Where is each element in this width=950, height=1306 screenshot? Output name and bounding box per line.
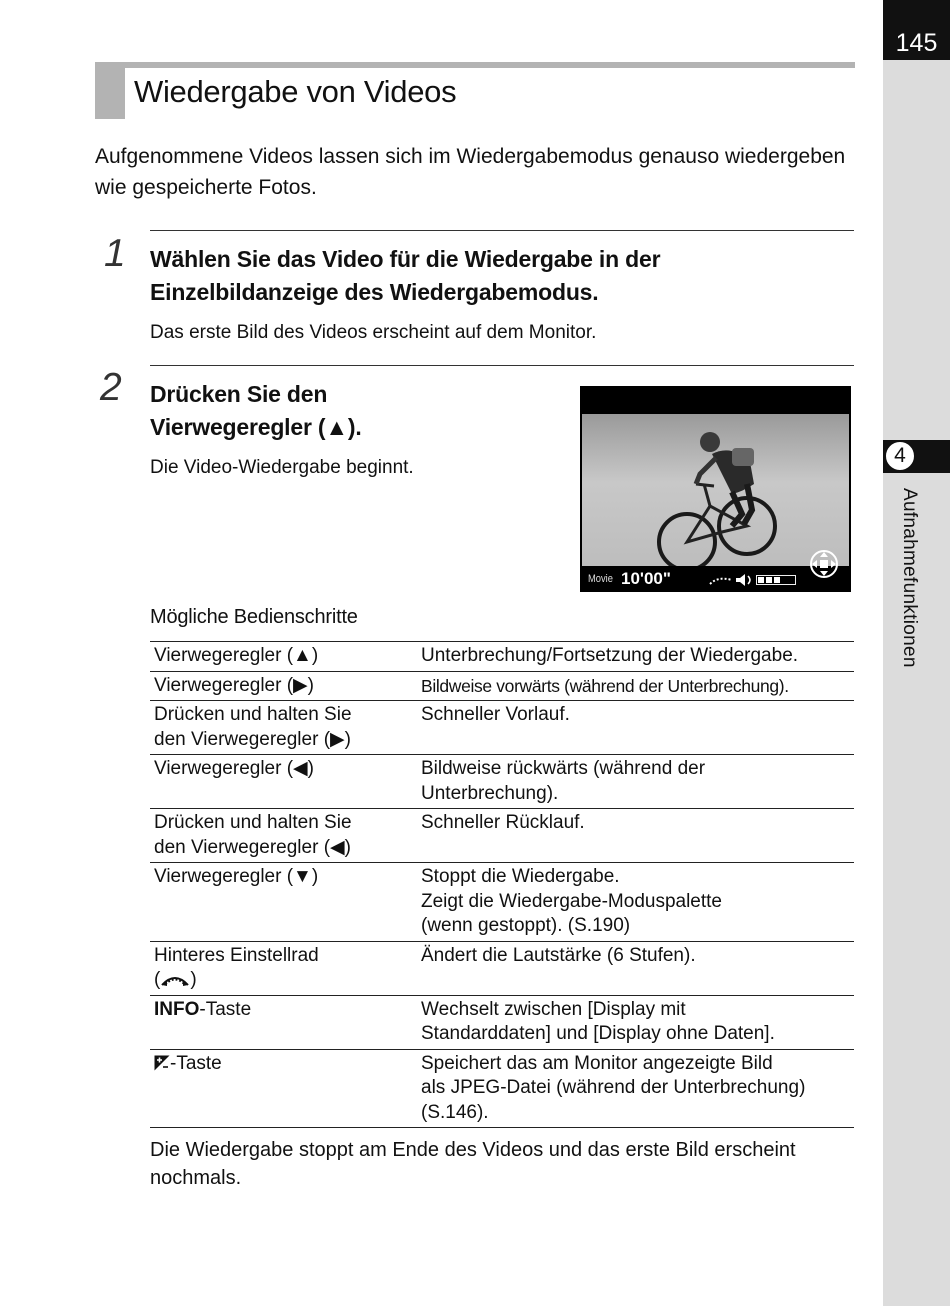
step-description: Die Video-Wiedergabe beginnt. [150,457,414,478]
control-cell [150,809,416,862]
action-cell [416,642,854,671]
step-divider [150,230,854,231]
action-cell [416,672,854,701]
action-text: Schneller Vorlauf. [421,704,570,725]
control-text: Vierwegeregler (▶) [154,674,314,696]
video-frame [582,414,849,566]
rear-dial-icon [160,973,190,987]
four-way-controller-icon [806,546,842,582]
table-row [150,1050,854,1129]
table-row [150,942,854,996]
volume-segment [758,577,764,583]
action-cell [416,996,854,1049]
action-cell [416,863,854,941]
action-text: Zeigt die Wiedergabe-Moduspalette [421,890,723,912]
chapter-number: 4 [885,441,915,471]
control-text: den Vierwegeregler (◀) [154,836,351,858]
step-title [150,378,362,444]
page-number: 145 [883,0,950,60]
action-text: Ändert die Lautstärke (6 Stufen). [421,944,696,966]
table-row [150,863,854,942]
control-cell [150,942,416,995]
step-title-line: Wählen Sie das Video für die Wiedergabe in der [150,246,661,272]
heading-marker [95,62,125,119]
page-title: Wiedergabe von Videos [134,74,457,109]
table-row [150,809,854,863]
control-text: -Taste [154,1052,412,1077]
action-cell [416,809,854,862]
operations-heading: Mögliche Bedienschritte [150,606,358,628]
exposure-compensation-icon [154,1055,170,1071]
step-title [150,243,660,309]
action-text: Standarddaten] und [Display ohne Daten]. [421,1023,775,1044]
control-text: Hinteres Einstellrad [154,944,319,966]
action-cell [416,1050,854,1128]
step-number: 1 [104,232,126,275]
section-heading [95,62,855,119]
volume-level-bar [756,575,796,585]
chapter-label: Aufnahmefunktionen [899,488,920,668]
control-cell [150,863,416,941]
volume-segment [774,577,780,583]
control-text: den Vierwegeregler (▶) [154,728,351,750]
action-text: Unterbrechung/Fortsetzung der Wiedergabe. [421,645,799,666]
control-cell [150,701,416,754]
action-text: Schneller Rücklauf. [421,812,585,833]
action-text: Wechselt zwischen [Display mit [421,998,686,1020]
intro-paragraph: Aufgenommene Videos lassen sich im Wiedergabemodus genauso wiedergeben wie gespeicherte Fotos. [95,145,846,199]
step-title-line: Drücken Sie den [150,381,328,407]
control-cell [150,755,416,808]
action-text: als JPEG-Datei (während der Unterbrechung) [421,1077,806,1098]
step-divider [150,365,854,366]
control-text: INFO-Taste [154,998,252,1020]
heading-rule [95,62,855,68]
table-row [150,996,854,1050]
movie-duration: 10'00" [621,569,671,588]
action-text: (S.146). [421,1101,489,1123]
control-text: Vierwegeregler (◀) [154,758,314,779]
table-row [150,701,854,755]
table-row [150,755,854,809]
action-text: Bildweise vorwärts (während der Unterbrechung). [421,675,789,696]
action-text: Bildweise rückwärts (während der [421,758,706,779]
control-cell [150,996,416,1049]
table-row [150,672,854,702]
control-text: Drücken und halten Sie [154,704,352,725]
control-cell [150,672,416,701]
action-text: Unterbrechung). [421,782,559,804]
control-text: Vierwegeregler (▲) [154,645,319,666]
closing-paragraph: Die Wiedergabe stoppt am Ende des Videos und das erste Bild erscheint nochmals. [150,1139,796,1189]
step-title-line: Einzelbildanzeige des Wiedergabemodus. [150,279,599,305]
step-title-line: Vierwegeregler (▲). [150,414,362,440]
control-text: Drücken und halten Sie [154,812,352,833]
control-cell [150,642,416,671]
action-text: Speichert das am Monitor angezeigte Bild [421,1052,773,1074]
control-text: ( ) [154,969,197,990]
action-cell [416,701,854,754]
volume-segment [766,577,772,583]
step-description: Das erste Bild des Videos erscheint auf dem Monitor. [150,322,597,343]
control-cell [150,1050,416,1128]
action-text: Stoppt die Wiedergabe. [421,866,620,887]
mode-label: Movie [588,573,613,585]
action-cell [416,942,854,995]
info-button-label: INFO [154,998,200,1020]
control-text: Vierwegeregler (▼) [154,866,319,887]
table-row [150,642,854,672]
action-text: (wenn gestoppt). (S.190) [421,915,631,936]
bmx-rider-illustration [582,414,849,566]
step-number: 2 [100,366,122,409]
operations-table [150,641,854,1128]
volume-icon [708,572,754,588]
action-cell [416,755,854,808]
